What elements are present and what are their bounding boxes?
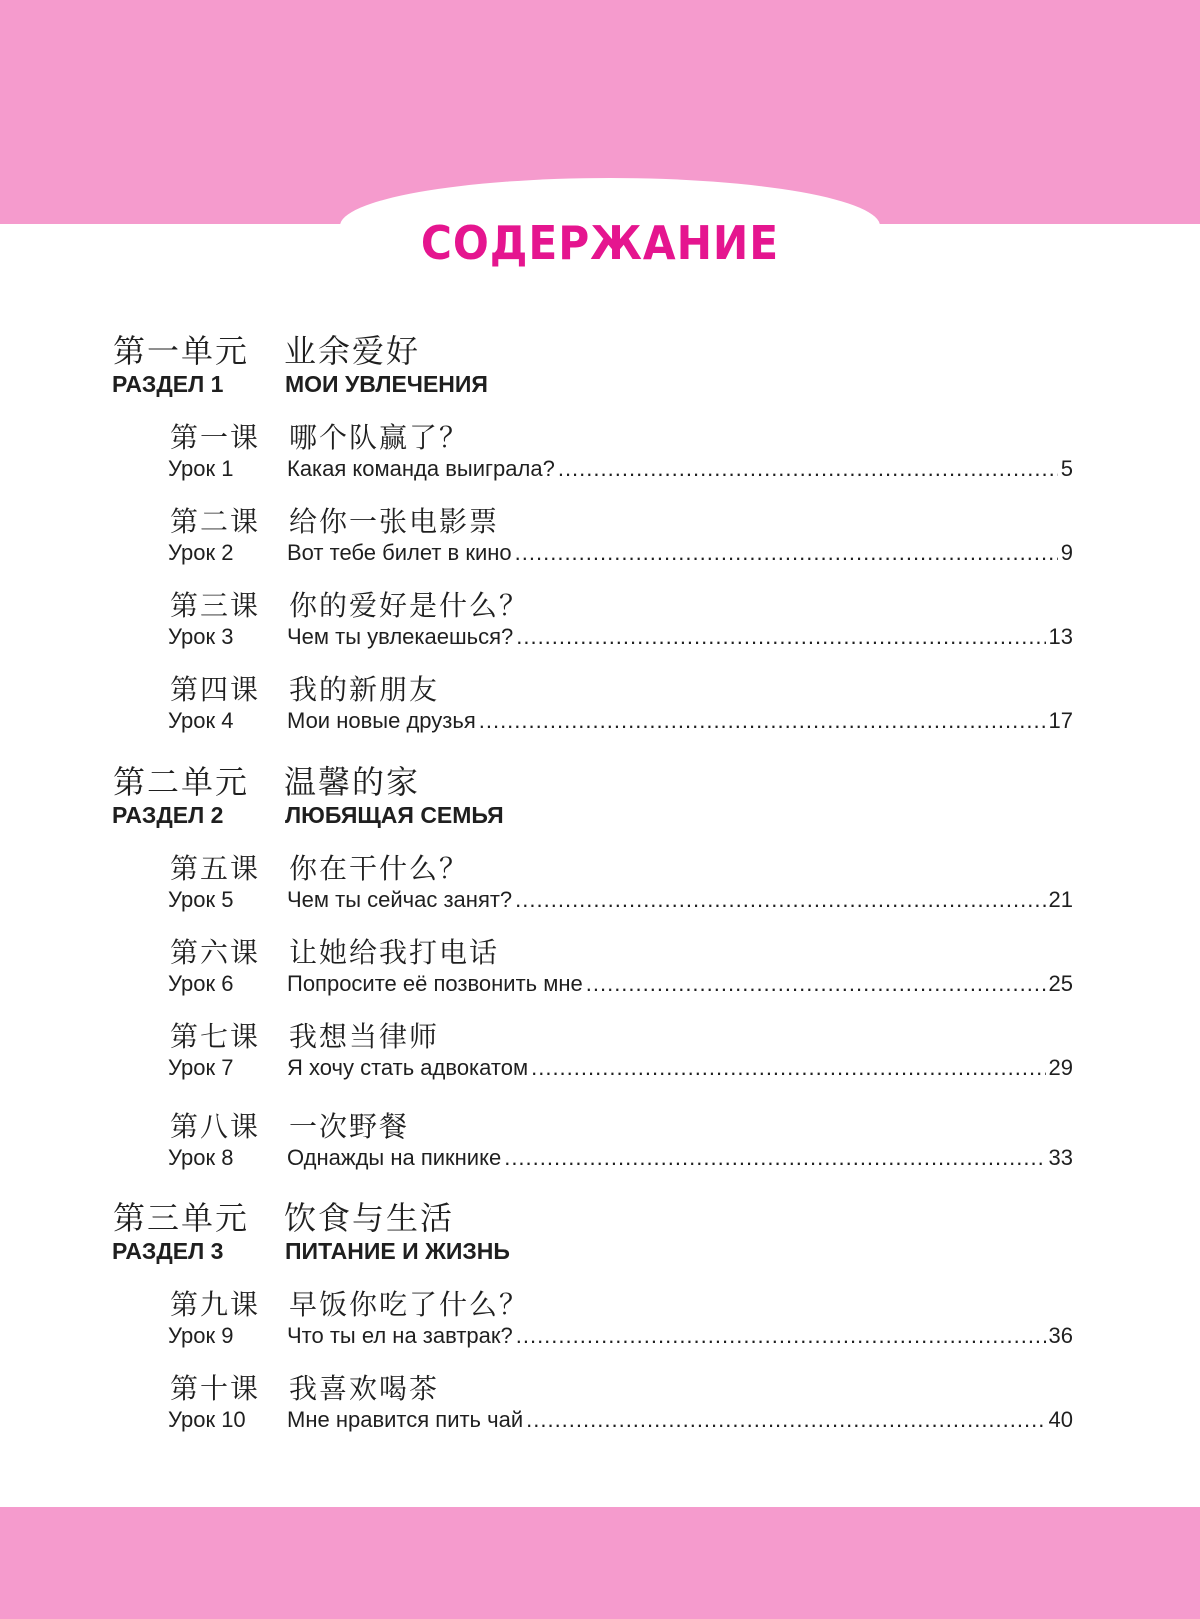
toc-entry-lesson-5[interactable] [287,887,1073,913]
lesson-10-zh-title: 我喜欢喝茶 [289,1372,440,1405]
lesson-2-zh-title: 给你一张电影票 [289,505,500,538]
dot-leader [586,971,1046,997]
toc-entry-lesson-8[interactable] [287,1145,1073,1171]
lesson-9-zh-label: 第九课 [170,1288,261,1321]
dot-leader [479,708,1046,734]
toc-entry-lesson-3[interactable] [287,624,1073,650]
lesson-1-page-number: 5 [1060,456,1073,481]
unit-1-ru-label: РАЗДЕЛ 1 [112,371,224,397]
lesson-8-zh-title: 一次野餐 [289,1110,410,1143]
lesson-4-zh-title: 我的新朋友 [289,673,440,706]
unit-3-zh-label: 第三单元 [113,1199,250,1237]
unit-2-ru-label: РАЗДЕЛ 2 [112,802,224,828]
lesson-6-ru-label: Урок 6 [168,971,234,996]
lesson-5-zh-title: 你在干什么？ [289,852,470,885]
lesson-9-ru-title: Что ты ел на завтрак? [287,1323,513,1348]
dot-leader [558,456,1058,482]
unit-2-zh-label: 第二单元 [113,763,250,801]
unit-2-zh-title: 温馨的家 [284,763,421,801]
toc-entry-lesson-10[interactable] [287,1407,1073,1433]
lesson-7-zh-label: 第七课 [170,1020,261,1053]
lesson-4-page-number: 17 [1048,708,1073,733]
dot-leader [531,1055,1045,1081]
toc-entry-lesson-2[interactable] [287,540,1073,566]
lesson-6-page-number: 25 [1048,971,1073,996]
lesson-6-ru-title: Попросите её позвонить мне [287,971,583,996]
toc-entry-lesson-4[interactable] [287,708,1073,734]
unit-3-ru-title: ПИТАНИЕ И ЖИЗНЬ [285,1238,510,1264]
lesson-3-zh-title: 你的爱好是什么？ [289,589,530,622]
unit-1-ru-title: МОИ УВЛЕЧЕНИЯ [285,371,488,397]
toc-entry-lesson-9[interactable] [287,1323,1073,1349]
lesson-2-page-number: 9 [1060,540,1073,565]
lesson-10-ru-label: Урок 10 [168,1407,246,1432]
lesson-10-page-number: 40 [1048,1407,1073,1432]
lesson-8-ru-title: Однажды на пикнике [287,1145,502,1170]
lesson-1-ru-label: Урок 1 [168,456,234,481]
dot-leader [504,1145,1045,1171]
lesson-10-zh-label: 第十课 [170,1372,261,1405]
lesson-9-page-number: 36 [1048,1323,1073,1348]
lesson-7-page-number: 29 [1048,1055,1073,1080]
lesson-3-page-number: 13 [1048,624,1073,649]
unit-3-ru-label: РАЗДЕЛ 3 [112,1238,224,1264]
lesson-7-ru-label: Урок 7 [168,1055,234,1080]
lesson-8-page-number: 33 [1048,1145,1073,1170]
lesson-2-ru-title: Вот тебе билет в кино [287,540,512,565]
dot-leader [516,624,1045,650]
unit-3-zh-title: 饮食与生活 [284,1199,455,1237]
unit-1-zh-title: 业余爱好 [284,332,421,370]
lesson-8-ru-label: Урок 8 [168,1145,234,1170]
lesson-6-zh-title: 让她给我打电话 [289,936,500,969]
dot-leader [526,1407,1045,1433]
unit-2-ru-title: ЛЮБЯЩАЯ СЕМЬЯ [285,802,504,828]
page-title: СОДЕРЖАНИЕ [420,216,780,270]
lesson-2-ru-label: Урок 2 [168,540,234,565]
lesson-9-zh-title: 早饭你吃了什么？ [289,1288,530,1321]
lesson-10-ru-title: Мне нравится пить чай [287,1407,524,1432]
dot-leader [516,1323,1046,1349]
lesson-4-zh-label: 第四课 [170,673,261,706]
lesson-5-zh-label: 第五课 [170,852,261,885]
lesson-5-ru-label: Урок 5 [168,887,234,912]
lesson-3-ru-label: Урок 3 [168,624,234,649]
lesson-1-ru-title: Какая команда выиграла? [287,456,555,481]
lesson-3-zh-label: 第三课 [170,589,261,622]
lesson-1-zh-label: 第一课 [170,421,261,454]
lesson-9-ru-label: Урок 9 [168,1323,234,1348]
lesson-8-zh-label: 第八课 [170,1110,261,1143]
lesson-5-ru-title: Чем ты сейчас занят? [287,887,513,912]
lesson-2-zh-label: 第二课 [170,505,261,538]
lesson-7-ru-title: Я хочу стать адвокатом [287,1055,529,1080]
dot-leader [515,540,1058,566]
lesson-5-page-number: 21 [1048,887,1073,912]
lesson-4-ru-title: Мои новые друзья [287,708,476,733]
lesson-4-ru-label: Урок 4 [168,708,234,733]
unit-1-zh-label: 第一单元 [113,332,250,370]
toc-entry-lesson-7[interactable] [287,1055,1073,1081]
lesson-1-zh-title: 哪个队赢了？ [289,421,470,454]
lesson-6-zh-label: 第六课 [170,936,261,969]
toc-entry-lesson-1[interactable] [287,456,1073,482]
lesson-7-zh-title: 我想当律师 [289,1020,440,1053]
lesson-3-ru-title: Чем ты увлекаешься? [287,624,514,649]
dot-leader [515,887,1045,913]
bottom-decorative-band [0,1507,1200,1619]
toc-entry-lesson-6[interactable] [287,971,1073,997]
